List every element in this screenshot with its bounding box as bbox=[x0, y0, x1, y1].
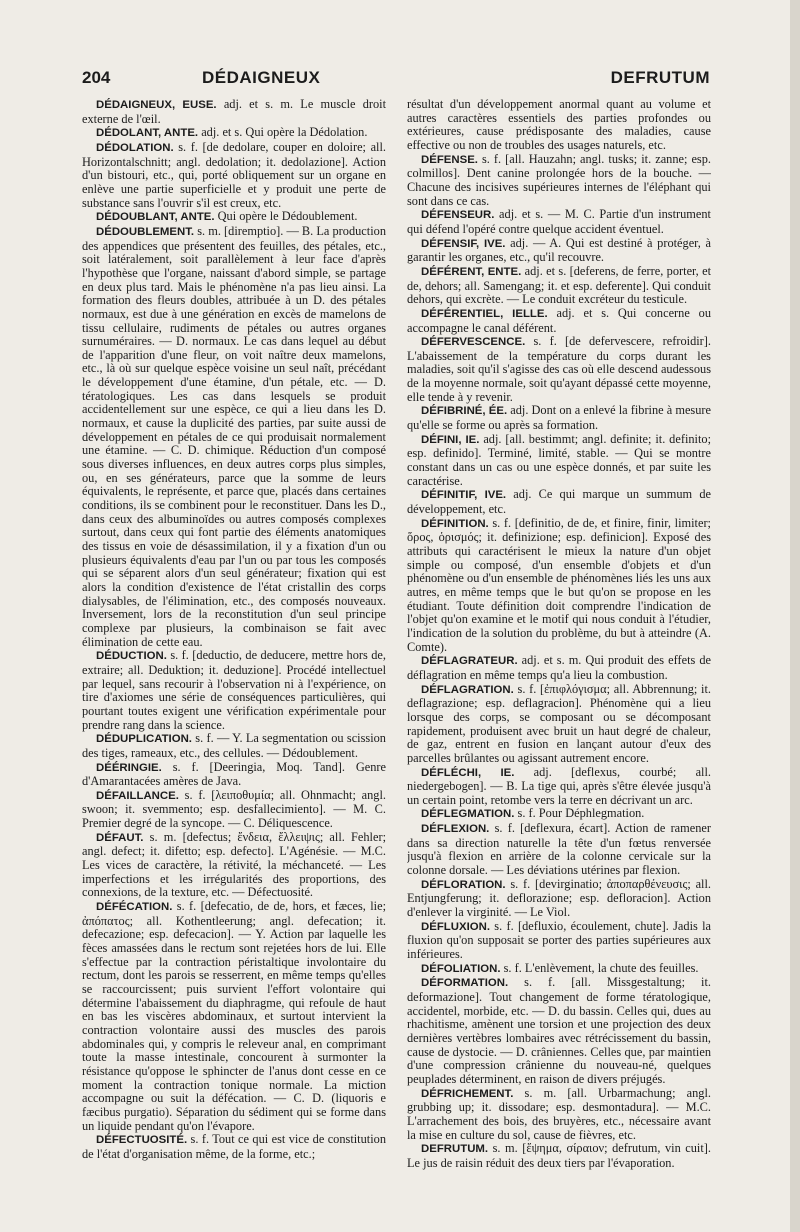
dictionary-entry bbox=[407, 98, 711, 153]
entry-headword: DÉFLAGRATION. bbox=[421, 683, 514, 696]
entry-definition: adj. et s. m. Le muscle droit externe de l'œil. bbox=[82, 98, 386, 126]
entry-definition: s. f. — Y. La segmentation ou scission des tiges, rameaux, etc., des cellules. — Dédoublement. bbox=[82, 731, 386, 760]
entry-definition: s. f. [defluxio, écoulement, chute]. Jadis la fluxion qu'on supposait se porter des parties supérieures aux inférieures. bbox=[407, 918, 711, 962]
entry-headword: DÉFIBRINÉ, ÉE. bbox=[421, 405, 508, 418]
entry-headword: DÉFINI, IE. bbox=[421, 433, 480, 446]
entry-definition: s. f. [de defervescere, refroidir]. L'abaissement de la température du corps durant les maladies, soit qu'il s'agisse des cas où elle descend audessous de la moyenne normale, soit qu'ayant dépassé cette moyenne, elle tende à y revenir. bbox=[407, 334, 711, 404]
entry-definition: s. f. Tout ce qui est vice de constitution de l'état d'organisation même, de la forme, etc.; bbox=[82, 1132, 386, 1161]
entry-definition: adj. Ce qui marque un summum de développement, etc. bbox=[407, 487, 711, 517]
page-edge bbox=[790, 0, 800, 1232]
dictionary-entry bbox=[407, 335, 711, 404]
entry-headword: DÉDUPLICATION. bbox=[96, 733, 192, 746]
entry-headword: DÉFAUT. bbox=[96, 831, 144, 844]
dictionary-entry bbox=[82, 141, 386, 210]
entry-definition: adj. [deflexus, courbé; all. niedergebogen]. — B. La tige qui, après s'être élevée jusqu'à un certain point, retombe vers la terre en décrivant un arc. bbox=[407, 764, 711, 807]
right-column bbox=[407, 98, 711, 1218]
entry-definition: s. m. [all. Urbarmachung; angl. grubbing up; it. dissodare; esp. desmontadura]. — M.C. L'arrachement des bois, des bruyères, etc., nécessaire avant la mise en culture du sol, cause de fièvres, etc. bbox=[407, 1085, 711, 1142]
entry-definition: s. f. [de dedolare, couper en doloire; all. Horizontalschnitt; angl. dedolation; it. dedolazione]. Action d'un bistouri, etc., qui, porté obliquement sur un organe en enlève une partie superficielle et y produit une perte de substance sans l'ouvrir s'il est creux, etc. bbox=[82, 139, 386, 210]
entry-headword: DÉÉRINGIE. bbox=[96, 761, 162, 774]
entry-definition: s. f. [defecatio, de de, hors, et fæces, lie; ἀπόπατος; all. Kothentleerung; angl. defecation; it. defecazione; esp. defecacion]. — Y. Action par laquelle les fèces amassées dans le rectum sont rejetées hors de lui. Elle s'effectue par la contraction péristaltique involontaire du rectum, dont les parois se resserrent, en même temps qu'elles se raccourcissent; puis survient l'effort volontaire qui détermine l'abaissement du diaphragme, qui refoule de haut en bas les viscères abdominaux, et surtout intervient la contraction volontaire aussi des muscles des parois abdominales qui, y compris le releveur anal, en comprimant toute la masse intestinale, concourent à surmonter la résistance qu'oppose le sphincter de l'anus dont cesse en ce moment la contraction tonique normale. La miction accompagne ou suit la défécation. — C. D. (liquoris e fæcibus purgatio). Séparation du sédiment qui se forme dans un liquide pendant qu'on l'évapore. bbox=[82, 899, 386, 1133]
dictionary-entry bbox=[407, 920, 711, 962]
running-header bbox=[82, 68, 710, 90]
page-number: 204 bbox=[82, 68, 111, 87]
dictionary-entry bbox=[407, 208, 711, 236]
entry-headword: DÉFLEGMATION. bbox=[421, 808, 515, 821]
dictionary-entry bbox=[82, 649, 386, 732]
entry-headword: DÉFÉRENT, ENTE. bbox=[421, 265, 522, 278]
entry-headword: DÉDOLATION. bbox=[96, 141, 174, 154]
entry-headword: DÉFOLIATION. bbox=[421, 962, 501, 975]
entry-definition: s. f. [deductio, de deducere, mettre hors de, extraire; all. Deduktion; it. deduzione]. Procédé intellectuel par lequel, sans recourir à l'observation ni à l'expérience, on tire d'axiomes une série de conséquences particulières, qui pourtant toutes exigent une vérification expérimentale pour prendre rang dans la science. bbox=[82, 648, 386, 732]
dictionary-entry bbox=[407, 807, 711, 822]
entry-definition: adj. et s. [deferens, de ferre, porter, et de, dehors; all. Samengang; it. et esp. deferente]. Qui conduit dehors, qui excrète. — Le conduit excréteur du testicule. bbox=[407, 263, 711, 307]
dictionary-entry bbox=[407, 766, 711, 808]
entry-headword: DÉFLAGRATEUR. bbox=[421, 655, 518, 668]
dictionary-entry bbox=[82, 789, 386, 831]
dictionary-entry bbox=[407, 153, 711, 209]
dictionary-entry bbox=[82, 761, 386, 789]
entry-headword: DÉFERVESCENCE. bbox=[421, 336, 526, 349]
entry-headword: DÉFENSIF, IVE. bbox=[421, 237, 506, 250]
entry-definition: s. f. [Deeringia, Moq. Tand]. Genre d'Amarantacées amères de Java. bbox=[82, 759, 386, 789]
entry-headword: DÉFINITION. bbox=[421, 517, 489, 530]
entry-definition: s. f. [ἐπιφλόγισμα; all. Abbrennung; it. deflagrazione; esp. deflagracion]. Phénomène qui a lieu lorsque des corps, se composant ou se décomposant rapidement, produisent avec bruit un haut degré de chaleur, de gaz, entrent en fusion en lançant autour d'eux des parcelles brûlantes ou agissant autrement encore. bbox=[407, 681, 711, 765]
entry-definition: s. f. [devirginatio; ἀποπαρθένευσις; all. Entjungferung; it. deflorazione; esp. defloracion]. Action d'enlever la virginité. — Le Viol. bbox=[407, 876, 711, 920]
dictionary-entry bbox=[407, 488, 711, 516]
entry-headword: DÉFLÉCHI, IE. bbox=[421, 766, 515, 779]
entry-headword: DÉDOLANT, ANTE. bbox=[96, 127, 199, 140]
entry-definition: s. f. [definitio, de de, et finire, finir, limiter; ὅρος, ὁρισμός; it. definizione; esp. definicion]. Exposé des attributs qui caractérisent le mieux la nature d'un objet simple ou composé, d'un ensemble d'objets et d'un phénomène ou d'un ensemble de phénomènes liés les uns aux autres, en même temps que le but qu'on se propose en les étudiant. Toute définition doit comprendre l'indication de l'objet qu'on examine et le motif qui nous conduit à l'étudier, l'indication de la solution du problème, du but à atteindre (A. Comte). bbox=[407, 515, 711, 654]
entry-definition: adj. et s. m. Qui produit des effets de déflagration en même temps qu'a lieu la combustion. bbox=[407, 653, 711, 682]
entry-headword: DÉDUCTION. bbox=[96, 650, 167, 663]
entry-headword: DÉFLUXION. bbox=[421, 920, 490, 933]
entry-headword: DÉFECTUOSITÉ. bbox=[96, 1134, 188, 1147]
entry-headword: DÉFAILLANCE. bbox=[96, 789, 179, 802]
right-guide-word: DEFRUTUM bbox=[610, 68, 710, 87]
entry-definition: adj. et s. Qui opère la Dédolation. bbox=[201, 125, 368, 140]
entry-definition: s. f. [deflexura, écart]. Action de ramener dans sa direction naturelle la tête d'un fœtus renversée jusqu'à flexion en arrière de la colonne cervicale sur la colonne dorsale. — Les déviations utérines par flexion. bbox=[407, 821, 711, 878]
entry-headword: DÉFINITIF, IVE. bbox=[421, 489, 507, 502]
dictionary-entry bbox=[407, 307, 711, 335]
dictionary-entry bbox=[407, 265, 711, 307]
dictionary-entry bbox=[407, 962, 711, 977]
left-guide-word: DÉDAIGNEUX bbox=[202, 68, 321, 87]
dictionary-entry bbox=[82, 225, 386, 649]
entry-headword: DÉFENSEUR. bbox=[421, 209, 495, 222]
dictionary-entry bbox=[407, 878, 711, 920]
dictionary-entry bbox=[407, 654, 711, 682]
entry-definition: adj. et s. Qui concerne ou accompagne le canal déférent. bbox=[407, 305, 711, 335]
entry-definition: s. m. [diremptio]. — B. La production des appendices que présentent des feuilles, des pétales, etc., soit latéralement, soit parallèlement à leur face d'après l'hypothèse que l'organe, naissant d'abord simple, se partage en deux plus tard. Mais le phénomène n'a pas lieu ainsi. La formation des fleurs doubles, attribuée à un D. des pétales normaux, est due à une génération en excès de mamelons de tissu cellulaire, rudiments de pétales ou autres organes surnuméraires. — D. normaux. Le cas dans lequel au début de l'apparition d'une fleur, on voit naître deux mamelons, etc., là où sur quelque espèce voisine un seul naît, précédant le développement d'une étamine, d'un pétale, etc. — D. tératologiques. Les cas dans lesquels se produit accidentellement sur une espèce, ce qui a lieu dans les D. normaux, et cause la duplicité des parties, par suite aussi de développement en pétales de ce qui produisait normalement une étamine. — C. D. chimique. Réduction d'un composé sous diverses influences, en deux autres corps plus simples, ou, en ses générateurs, parce que la somme de leurs équivalents, le représente, et parce que, placés dans certaines conditions, ils se combinent pour le reconstituer. Dans les D., dans ceux des albuminoïdes ou autres composés complexes surtout, dans ceux qui font partie des éléments anatomiques des tissus en voie de désassimilation, il y a fixation d'un ou plusieurs équivalents d'eau par l'un ou par tous les composés qui se séparent alors d'un seul générateur; fixation qui est alors la condition d'existence de l'état cristallin des corps dialysables, de l'élimination, etc., des composés nouveaux. Inversement, lors de la reconstitution d'un seul principe complexe par plusieurs, la combinaison se fait avec élimination de cette eau. bbox=[82, 223, 386, 649]
entry-definition: s. f. [all. Hauzahn; angl. tusks; it. zanne; esp. colmillos]. Dent canine prolongée hors de la bouche. — Chacune des incisives supérieures internes de l'éléphant qui sont dans ce cas. bbox=[407, 151, 711, 208]
entry-definition: adj. [all. bestimmt; angl. definite; it. definito; esp. definido]. Terminé, limité, stable. — Qui se montre constant dans un cas ou une espèce donnés, et par suite les caractérise. bbox=[407, 431, 711, 488]
dictionary-entry bbox=[82, 732, 386, 760]
entry-headword: DÉFLEXION. bbox=[421, 823, 490, 836]
dictionary-entry bbox=[82, 1133, 386, 1161]
entry-definition: s. f. [all. Missgestaltung; it. deformazione]. Tout changement de forme tératologique, accidentel, morbide, etc. — D. du bassin. Celles qui, dues au rhachitisme, amènent une torsion et une projection des deux dernières vertèbres lombaires avec rétrécissement du bassin, cause de dystocie. — D. crâniennes. Celles que, par maintien d'une compression crânienne du nouveau-né, quelques peuplades déterminent, en raison de divers préjugés. bbox=[407, 975, 711, 1086]
entry-headword: DEFRUTUM. bbox=[421, 1143, 489, 1156]
entry-definition: s. f. [λειποθυμία; all. Ohnmacht; angl. swoon; it. svemmento; esp. desfallecimiento]. — M. C. Premier degré de la syncope. — C. Déliquescence. bbox=[82, 787, 386, 831]
entry-definition: adj. — A. Qui est destiné à protéger, à garantir les organes, etc., qu'il recouvre. bbox=[407, 235, 711, 265]
dictionary-entry bbox=[82, 900, 386, 1133]
dictionary-entry bbox=[82, 210, 386, 225]
dictionary-entry bbox=[407, 237, 711, 265]
dictionary-entry bbox=[407, 976, 711, 1086]
left-column bbox=[82, 98, 386, 1218]
dictionary-entry bbox=[82, 831, 386, 900]
entry-headword: DÉFRICHEMENT. bbox=[421, 1087, 514, 1100]
entry-headword: DÉFÉRENTIEL, IELLE. bbox=[421, 307, 548, 320]
entry-definition: s. m. [ἕψημα, σίραιον; defrutum, vin cuit]. Le jus de raisin réduit des deux tiers par l'évaporation. bbox=[407, 1141, 711, 1170]
entry-definition: adj. et s. — M. C. Partie d'un instrument qui défend l'opéré contre quelque accident éventuel. bbox=[407, 207, 711, 236]
entry-definition: s. f. Pour Déphlegmation. bbox=[517, 806, 645, 821]
dictionary-entry bbox=[407, 433, 711, 489]
entry-headword: DÉDOUBLANT, ANTE. bbox=[96, 211, 215, 224]
entry-headword: DÉDAIGNEUX, EUSE. bbox=[96, 99, 217, 111]
entry-headword: DÉFÉCATION. bbox=[96, 901, 173, 914]
dictionary-entry bbox=[407, 683, 711, 766]
entry-headword: DÉDOUBLEMENT. bbox=[96, 225, 195, 238]
dictionary-entry bbox=[407, 822, 711, 878]
entry-definition: Qui opère le Dédoublement. bbox=[217, 209, 358, 224]
dictionary-entry bbox=[407, 1142, 711, 1170]
dictionary-entry bbox=[407, 517, 711, 655]
dictionary-entry bbox=[407, 1087, 711, 1143]
entry-definition: s. f. L'enlèvement, la chute des feuilles. bbox=[503, 960, 699, 975]
dictionary-entry bbox=[407, 404, 711, 432]
entry-headword: DÉFLORATION. bbox=[421, 878, 506, 891]
dictionary-entry bbox=[82, 126, 386, 141]
entry-definition: s. m. [defectus; ἔνδεια, ἔλλειψις; all. Fehler; angl. defect; it. difetto; esp. defecto]. L'Agénésie. — M.C. Les vices de caractère, la rétivité, la méchanceté. — Les imperfections et les irrégularités des proportions, des connexions, de la texture, etc. — Défectuosité. bbox=[82, 829, 386, 900]
entry-headword: DÉFENSE. bbox=[421, 153, 478, 166]
entry-definition: résultat d'un développement anormal quant au volume et autres caractères essentiels des parties profondes ou extérieures, cause prédisposante des maladies, cause effective ou non de troubles des usages naturels, etc. bbox=[407, 98, 711, 152]
entry-headword: DÉFORMATION. bbox=[421, 977, 509, 990]
entry-definition: adj. Dont on a enlevé la fibrine à mesure qu'elle se forme ou après sa formation. bbox=[407, 403, 711, 433]
dictionary-entry bbox=[82, 98, 386, 126]
